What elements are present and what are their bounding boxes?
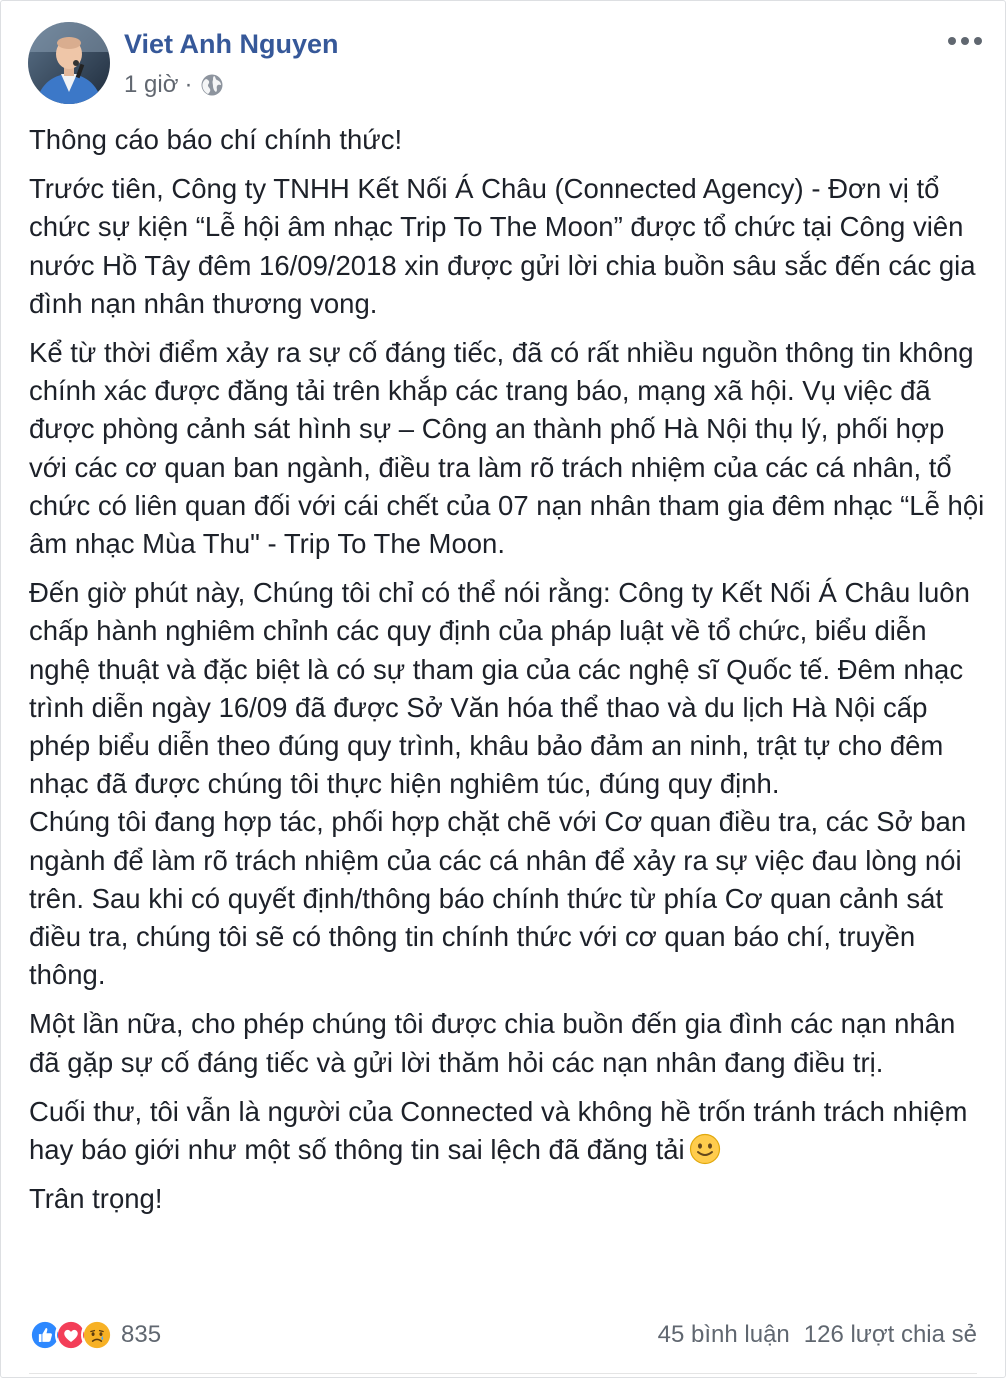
post-timestamp[interactable]: 1 giờ: [124, 71, 179, 98]
more-options-icon[interactable]: [945, 29, 985, 53]
post-body: [29, 121, 989, 1229]
author-name[interactable]: Viet Anh Nguyen: [124, 29, 339, 59]
post-paragraph: Trân trọng!: [29, 1183, 163, 1215]
post-paragraph: Một lần nữa, cho phép chúng tôi được chia buồn đến gia đình các nạn nhân đã gặp sự cố đáng tiếc và gửi lời thăm hỏi các nạn nhân đang điều trị.: [29, 1008, 956, 1078]
reaction-count: 835: [121, 1321, 162, 1348]
smile-emoji-icon: [689, 1133, 721, 1165]
reactions-summary[interactable]: [29, 1319, 161, 1351]
post-meta: [124, 68, 224, 102]
avatar[interactable]: [28, 22, 110, 104]
footer-divider: [29, 1373, 977, 1374]
comments-count-link[interactable]: 45 bình luận: [657, 1321, 790, 1348]
post-paragraph: Thông cáo báo chí chính thức!: [29, 124, 403, 155]
engagement-stats: [658, 1321, 977, 1349]
post-footer: [29, 1315, 977, 1355]
post-paragraph: Đến giờ phút này, Chúng tôi chỉ có thể nói rằng: Công ty Kết Nối Á Châu luôn chấp hành nghiêm chỉnh các quy định của pháp luật về tổ chức, biểu diễn nghệ thuật và đặc biệt là có sự tham gia của các nghệ sĩ Quốc tế. Đêm nhạc trình diễn ngày 16/09 đã được Sở Văn hóa thể thao và du lịch Hà Nội cấp phép biểu diễn theo đúng quy trình, khâu bảo đảm an ninh, trật tự cho đêm nhạc đã được chúng tôi thực hiện nghiêm túc, đúng quy định.: [29, 577, 970, 800]
post-paragraph: Kể từ thời điểm xảy ra sự cố đáng tiếc, đã có rất nhiều nguồn thông tin không chính xác được đăng tải trên khắp các trang báo, mạng xã hội. Vụ việc đã được phòng cảnh sát hình sự – Công an thành phố Hà Nội thụ lý, phối hợp với các cơ quan ban ngành, điều tra làm rõ trách nhiệm của các cá nhân, tổ chức có liên quan đối với cái chết của 07 nạn nhân tham gia đêm nhạc “Lễ hội âm nhạc Mùa Thu" - Trip To The Moon.: [29, 337, 985, 560]
post-paragraph-with-emoji: [29, 1093, 989, 1169]
sad-reaction-icon: [81, 1319, 113, 1351]
post-paragraph-text: Cuối thư, tôi vẫn là người của Connected và không hề trốn tránh trách nhiệm hay báo giới như một số thông tin sai lệch đã đăng tải: [29, 1095, 968, 1166]
globe-icon[interactable]: [200, 73, 224, 97]
post-paragraph: Trước tiên, Công ty TNHH Kết Nối Á Châu (Connected Agency) - Đơn vị tổ chức sự kiện “Lễ hội âm nhạc Trip To The Moon” được tổ chức tại Công viên nước Hồ Tây đêm 16/09/2018 xin được gửi lời chia buồn sâu sắc đến các gia đình nạn nhân thương vong.: [29, 173, 976, 319]
shares-count-link[interactable]: 126 lượt chia sẻ: [803, 1321, 977, 1348]
meta-separator: ·: [184, 71, 193, 98]
post-paragraph: Chúng tôi đang hợp tác, phối hợp chặt chẽ với Cơ quan điều tra, các Sở ban ngành để làm rõ trách nhiệm của các cá nhân để xảy ra sự việc đau lòng nói trên. Sau khi có quyết định/thông báo chính thức từ phía Cơ quan cảnh sát điều tra, chúng tôi sẽ có thông tin chính thức với cơ quan báo chí, truyền thông.: [29, 806, 967, 991]
